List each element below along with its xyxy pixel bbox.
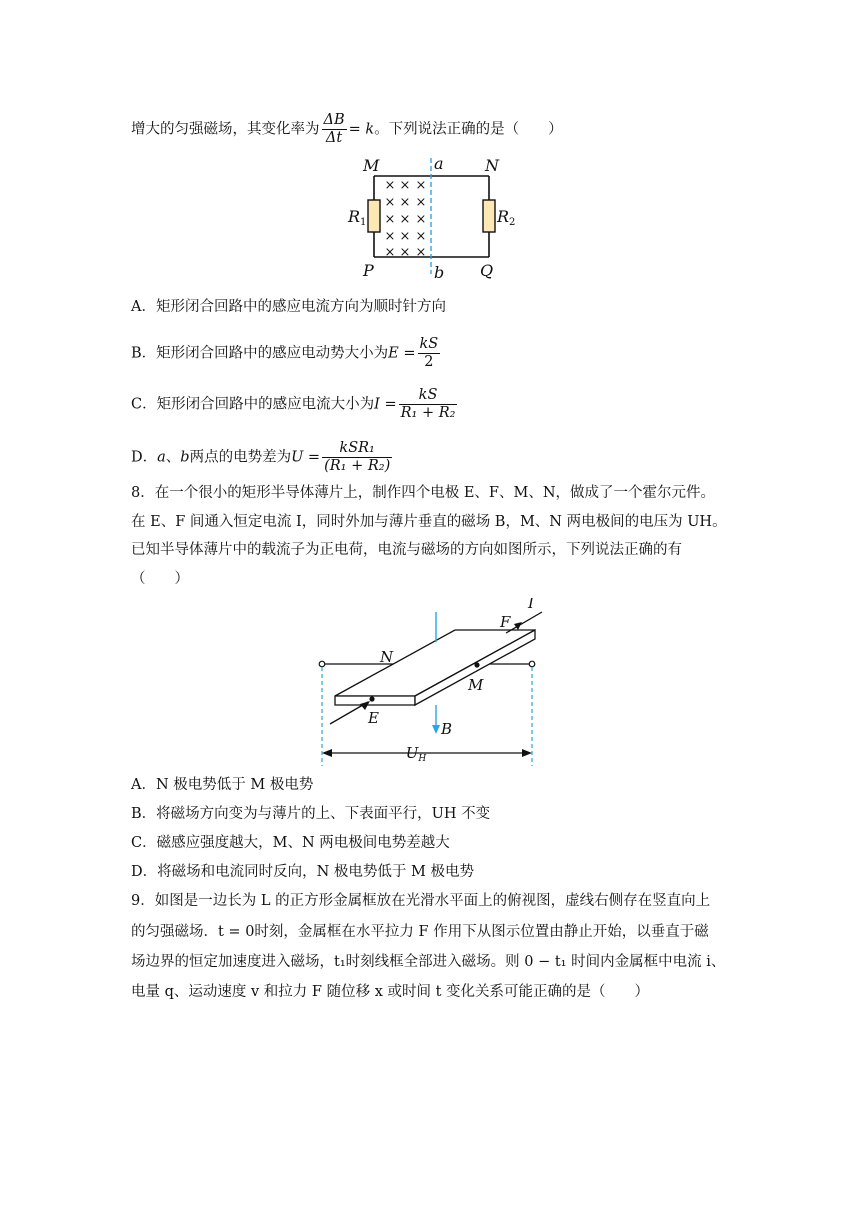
q9-stem-line-4: 电量 q、运动速度 v 和拉力 F 随位移 x 或时间 t 变化关系可能正确的是（ ） [131, 984, 650, 1000]
q7-option-a: A．矩形闭合回路中的感应电流方向为顺时针方向 [131, 299, 446, 315]
label-Q: Q [480, 261, 494, 280]
label-E: E [368, 709, 379, 727]
svg-text:×: × [384, 212, 396, 227]
q8-stem-line-1: 8．在一个很小的矩形半导体薄片上，制作四个电极 E、F、M、N，做成了一个霍尔元件。 [131, 485, 716, 501]
q8-stem-line-4: （ ） [131, 571, 189, 587]
q8-option-c: C．磁感应强度越大，M、N 两电极间电势差越大 [131, 835, 450, 851]
q8-stem-line-2: 在 E、F 间通入恒定电流 I，同时外加与薄片垂直的磁场 B，M、N 两电极间的电压为 UH。 [131, 514, 727, 530]
q7-stem-part-a: 增大的匀强磁场，其变化率为 [131, 121, 320, 138]
resistor-r2 [483, 200, 495, 232]
label-N: N [380, 648, 394, 666]
q8-option-b: B．将磁场方向变为与薄片的上、下表面平行，UH 不变 [131, 806, 491, 822]
label-B: B [441, 720, 453, 738]
magnetic-field-crosses [385, 178, 427, 260]
label-R1: R1 [348, 207, 367, 228]
q8-option-d: D．将磁场和电流同时反向，N 极电势低于 M 极电势 [131, 864, 474, 880]
semiconductor-slab-front [335, 696, 415, 705]
svg-text:×: × [415, 195, 427, 210]
q8-stem-line-3: 已知半导体薄片中的载流子为正电荷，电流与磁场的方向如图所示，下列说法正确的有 [131, 542, 682, 558]
svg-text:×: × [384, 229, 396, 244]
label-M: M [468, 676, 484, 694]
svg-text:×: × [415, 178, 427, 193]
label-b: b [434, 263, 445, 282]
q7-stem [131, 112, 563, 147]
q7-option-c: C．矩形闭合回路中的感应电流大小为I = $\frac{kS}{\text{R₁ + R₂}}$ [131, 387, 456, 421]
resistor-r1 [368, 200, 380, 232]
label-I: I [528, 598, 534, 612]
q8-option-a: A．N 极电势低于 M 极电势 [131, 777, 314, 793]
svg-text:×: × [415, 245, 427, 260]
q7-option-b: B．矩形闭合回路中的感应电动势大小为E = $\frac{kS}{2}$ [131, 336, 439, 370]
label-UH: $U_H$ [405, 744, 427, 764]
q7-stem-part-b: 。下列说法正确的是（ ） [374, 121, 563, 138]
label-P: P [363, 261, 374, 280]
svg-text:×: × [399, 245, 411, 260]
label-M: M [363, 156, 380, 175]
electrode-M [474, 662, 479, 667]
svg-text:×: × [384, 195, 396, 210]
label-a: a [434, 154, 444, 173]
electrode-E [369, 696, 374, 701]
label-N: N [485, 156, 499, 175]
svg-text:×: × [384, 178, 396, 193]
rate-denominator: Δt [322, 129, 347, 147]
terminal-left [319, 661, 325, 667]
magnetic-field-arrow [432, 725, 440, 734]
svg-text:×: × [399, 229, 411, 244]
terminal-right [529, 661, 535, 667]
svg-text:×: × [399, 178, 411, 193]
rate-equals: = k [348, 121, 375, 138]
q7-option-d: D．a、b两点的电势差为U = $\frac{\text{kSR₁}}{\text{(R₁ + R₂)}}$ [131, 440, 391, 474]
svg-text:×: × [415, 229, 427, 244]
svg-text:×: × [399, 195, 411, 210]
rate-numerator: ΔB [323, 112, 345, 128]
current-out-arrow [514, 622, 522, 630]
label-R2: R2 [497, 207, 516, 228]
svg-text:×: × [415, 212, 427, 227]
svg-text:×: × [399, 212, 411, 227]
q9-stem-line-3: 场边界的恒定加速度进入磁场，t₁时刻线框全部进入磁场。则 0 − t₁ 时间内金属框中电流 i、 [131, 954, 726, 970]
q8-hall-element-figure [310, 598, 550, 770]
rate-fraction [322, 112, 347, 147]
q7-circuit-figure [340, 152, 520, 284]
svg-text:×: × [384, 245, 396, 260]
q9-stem-line-1: 9．如图是一边长为 L 的正方形金属框放在光滑水平面上的俯视图，虚线右侧存在竖直向上 [131, 893, 711, 909]
q9-stem-line-2: 的匀强磁场．t = 0时刻，金属框在水平拉力 F 作用下从图示位置由静止开始，以垂直于磁 [131, 924, 709, 940]
label-F: F [500, 613, 511, 631]
